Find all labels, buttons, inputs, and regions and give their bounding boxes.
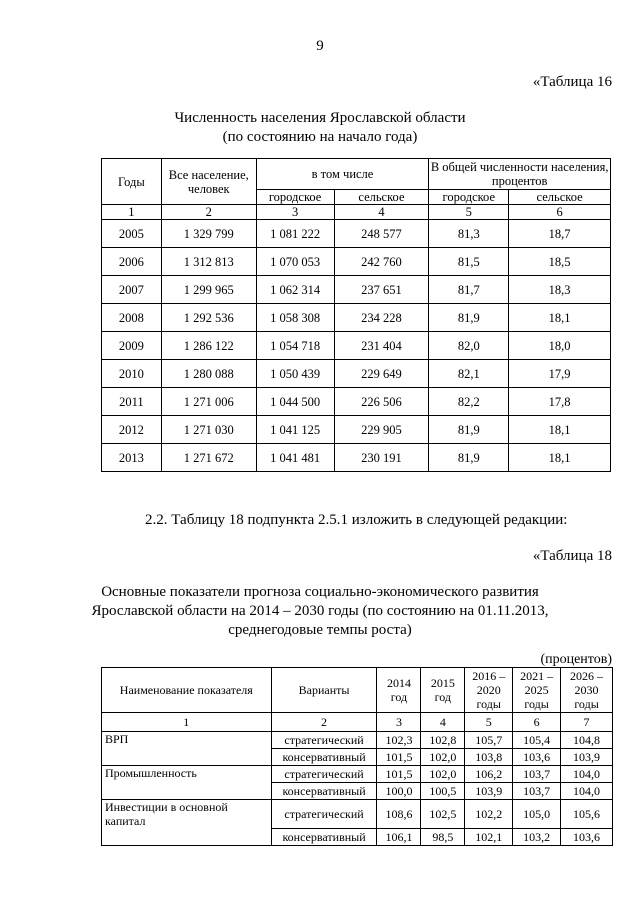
- value-cell: 102,2: [465, 800, 513, 829]
- table-cell: 82,1: [429, 360, 509, 388]
- header-variants: Варианты: [271, 668, 377, 713]
- indicator-name: ВРП: [102, 732, 272, 749]
- table-row: [102, 276, 611, 304]
- value-cell: 103,9: [561, 749, 613, 766]
- header-share: В общей численности населения, процентов: [430, 160, 609, 188]
- table-cell: 1 041 481: [256, 444, 334, 472]
- header-2016-2020: 2016 – 2020 годы: [465, 668, 513, 713]
- table16-title-line1: Численность населения Ярославской области: [174, 110, 466, 126]
- variant-cell: стратегический: [271, 800, 377, 829]
- table-cell: 1 271 672: [161, 444, 256, 472]
- value-cell: 102,0: [421, 766, 465, 783]
- column-numbers: [102, 713, 613, 732]
- value-cell: 105,0: [513, 800, 561, 829]
- table-cell: 1 271 006: [161, 388, 256, 416]
- colnum: 6: [513, 713, 561, 732]
- value-cell: 108,6: [377, 800, 421, 829]
- table-cell: 1 054 718: [256, 332, 334, 360]
- table-cell: 2013: [102, 444, 162, 472]
- value-cell: 100,0: [377, 783, 421, 800]
- value-cell: 104,0: [561, 766, 613, 783]
- variant-cell: консервативный: [271, 828, 377, 845]
- table-cell: 1 081 222: [256, 220, 334, 248]
- header-rural: сельское: [334, 190, 429, 205]
- variant-cell: консервативный: [271, 749, 377, 766]
- table-cell: 2007: [102, 276, 162, 304]
- value-cell: 102,0: [421, 749, 465, 766]
- table-cell: 2011: [102, 388, 162, 416]
- table-cell: 1 312 813: [161, 248, 256, 276]
- column-numbers: [102, 205, 611, 220]
- header-name: Наименование показателя: [102, 668, 272, 713]
- table-row: [102, 332, 611, 360]
- table-cell: 1 070 053: [256, 248, 334, 276]
- value-cell: 103,9: [465, 783, 513, 800]
- table-cell: 2009: [102, 332, 162, 360]
- table-cell: 1 292 536: [161, 304, 256, 332]
- table-row: [102, 828, 613, 845]
- unit-label: (процентов): [540, 652, 612, 667]
- indicator-name: Инвестиции в основной капитал: [102, 800, 272, 829]
- table-cell: 17,9: [509, 360, 611, 388]
- table-row: [102, 220, 611, 248]
- table-row: [102, 766, 613, 783]
- header-urban-pct: городское: [429, 190, 509, 205]
- variant-cell: консервативный: [271, 783, 377, 800]
- table-cell: 1 044 500: [256, 388, 334, 416]
- value-cell: 100,5: [421, 783, 465, 800]
- table-cell: 18,5: [509, 248, 611, 276]
- table-cell: 81,7: [429, 276, 509, 304]
- population-table: [101, 158, 611, 472]
- value-cell: 105,4: [513, 732, 561, 749]
- table-cell: 1 329 799: [161, 220, 256, 248]
- colnum: 2: [271, 713, 377, 732]
- table-cell: 1 058 308: [256, 304, 334, 332]
- table-cell: 18,1: [509, 444, 611, 472]
- value-cell: 102,3: [377, 732, 421, 749]
- value-cell: 105,7: [465, 732, 513, 749]
- table-row: [102, 732, 613, 749]
- value-cell: 102,5: [421, 800, 465, 829]
- colnum: 6: [509, 205, 611, 220]
- table-row: [102, 444, 611, 472]
- colnum: 5: [429, 205, 509, 220]
- table-cell: 2012: [102, 416, 162, 444]
- value-cell: 101,5: [377, 749, 421, 766]
- table-cell: 1 041 125: [256, 416, 334, 444]
- table-cell: 229 905: [334, 416, 429, 444]
- value-cell: 106,1: [377, 828, 421, 845]
- table-cell: 248 577: [334, 220, 429, 248]
- table-cell: 2006: [102, 248, 162, 276]
- table-cell: 18,1: [509, 304, 611, 332]
- value-cell: 105,6: [561, 800, 613, 829]
- table-cell: 1 050 439: [256, 360, 334, 388]
- header-including: в том числе: [256, 159, 429, 190]
- table-row: [102, 800, 613, 829]
- indicator-name: [102, 783, 272, 800]
- table-row: [102, 388, 611, 416]
- table-cell: 242 760: [334, 248, 429, 276]
- colnum: 5: [465, 713, 513, 732]
- value-cell: 101,5: [377, 766, 421, 783]
- table-cell: 81,5: [429, 248, 509, 276]
- variant-cell: стратегический: [271, 766, 377, 783]
- table-cell: 231 404: [334, 332, 429, 360]
- colnum: 7: [561, 713, 613, 732]
- value-cell: 103,7: [513, 766, 561, 783]
- table-cell: 2005: [102, 220, 162, 248]
- header-urban: городское: [256, 190, 334, 205]
- table-cell: 229 649: [334, 360, 429, 388]
- colnum: 4: [334, 205, 429, 220]
- colnum: 1: [102, 713, 272, 732]
- table16-title: [0, 109, 640, 147]
- table-cell: 237 651: [334, 276, 429, 304]
- table-cell: 1 286 122: [161, 332, 256, 360]
- colnum: 3: [256, 205, 334, 220]
- indicator-name: Промышленность: [102, 766, 272, 783]
- value-cell: 103,2: [513, 828, 561, 845]
- colnum: 4: [421, 713, 465, 732]
- table-cell: 1 271 030: [161, 416, 256, 444]
- header-2015: 2015 год: [421, 668, 465, 713]
- value-cell: 103,6: [561, 828, 613, 845]
- table-cell: 18,3: [509, 276, 611, 304]
- value-cell: 106,2: [465, 766, 513, 783]
- table-row: [102, 360, 611, 388]
- colnum: 1: [102, 205, 162, 220]
- table-row: [102, 749, 613, 766]
- colnum: 2: [161, 205, 256, 220]
- table-cell: 82,2: [429, 388, 509, 416]
- table16-label: «Таблица 16: [532, 74, 612, 90]
- table-cell: 17,8: [509, 388, 611, 416]
- table18-title-line3: среднегодовые темпы роста): [228, 622, 412, 638]
- table18-label: «Таблица 18: [532, 548, 612, 564]
- table-row: [102, 248, 611, 276]
- header-total: Все население, человек: [161, 159, 256, 205]
- table-cell: 226 506: [334, 388, 429, 416]
- table-cell: 18,1: [509, 416, 611, 444]
- table18-title-line2: Ярославской области на 2014 – 2030 годы (по состоянию на 01.11.2013,: [91, 603, 549, 619]
- table-row: [102, 416, 611, 444]
- table-row: [102, 304, 611, 332]
- indicator-name: [102, 828, 272, 845]
- header-2014: 2014 год: [377, 668, 421, 713]
- table-cell: 230 191: [334, 444, 429, 472]
- table-cell: 1 062 314: [256, 276, 334, 304]
- table-cell: 81,9: [429, 416, 509, 444]
- table-cell: 18,7: [509, 220, 611, 248]
- table-cell: 81,9: [429, 304, 509, 332]
- colnum: 3: [377, 713, 421, 732]
- table-cell: 1 299 965: [161, 276, 256, 304]
- table18-title-line1: Основные показатели прогноза социально-экономического развития: [101, 584, 539, 600]
- header-rural-pct: сельское: [509, 190, 611, 205]
- table-row: [102, 783, 613, 800]
- table16-title-line2: (по состоянию на начало года): [222, 129, 418, 145]
- indicator-name: [102, 749, 272, 766]
- value-cell: 103,8: [465, 749, 513, 766]
- table-cell: 81,9: [429, 444, 509, 472]
- instruction-paragraph: 2.2. Таблицу 18 подпункта 2.5.1 изложить в следующей редакции:: [145, 512, 568, 528]
- value-cell: 104,8: [561, 732, 613, 749]
- value-cell: 103,6: [513, 749, 561, 766]
- value-cell: 104,0: [561, 783, 613, 800]
- value-cell: 98,5: [421, 828, 465, 845]
- table-cell: 18,0: [509, 332, 611, 360]
- header-2021-2025: 2021 – 2025 годы: [513, 668, 561, 713]
- forecast-table: [101, 667, 613, 846]
- header-years: Годы: [102, 159, 162, 205]
- value-cell: 102,1: [465, 828, 513, 845]
- table-cell: 81,3: [429, 220, 509, 248]
- table-cell: 234 228: [334, 304, 429, 332]
- variant-cell: стратегический: [271, 732, 377, 749]
- page-number: 9: [316, 38, 324, 54]
- header-2026-2030: 2026 – 2030 годы: [561, 668, 613, 713]
- table-cell: 2010: [102, 360, 162, 388]
- table18-title: [0, 583, 640, 640]
- value-cell: 103,7: [513, 783, 561, 800]
- value-cell: 102,8: [421, 732, 465, 749]
- table-cell: 82,0: [429, 332, 509, 360]
- table-cell: 1 280 088: [161, 360, 256, 388]
- table-cell: 2008: [102, 304, 162, 332]
